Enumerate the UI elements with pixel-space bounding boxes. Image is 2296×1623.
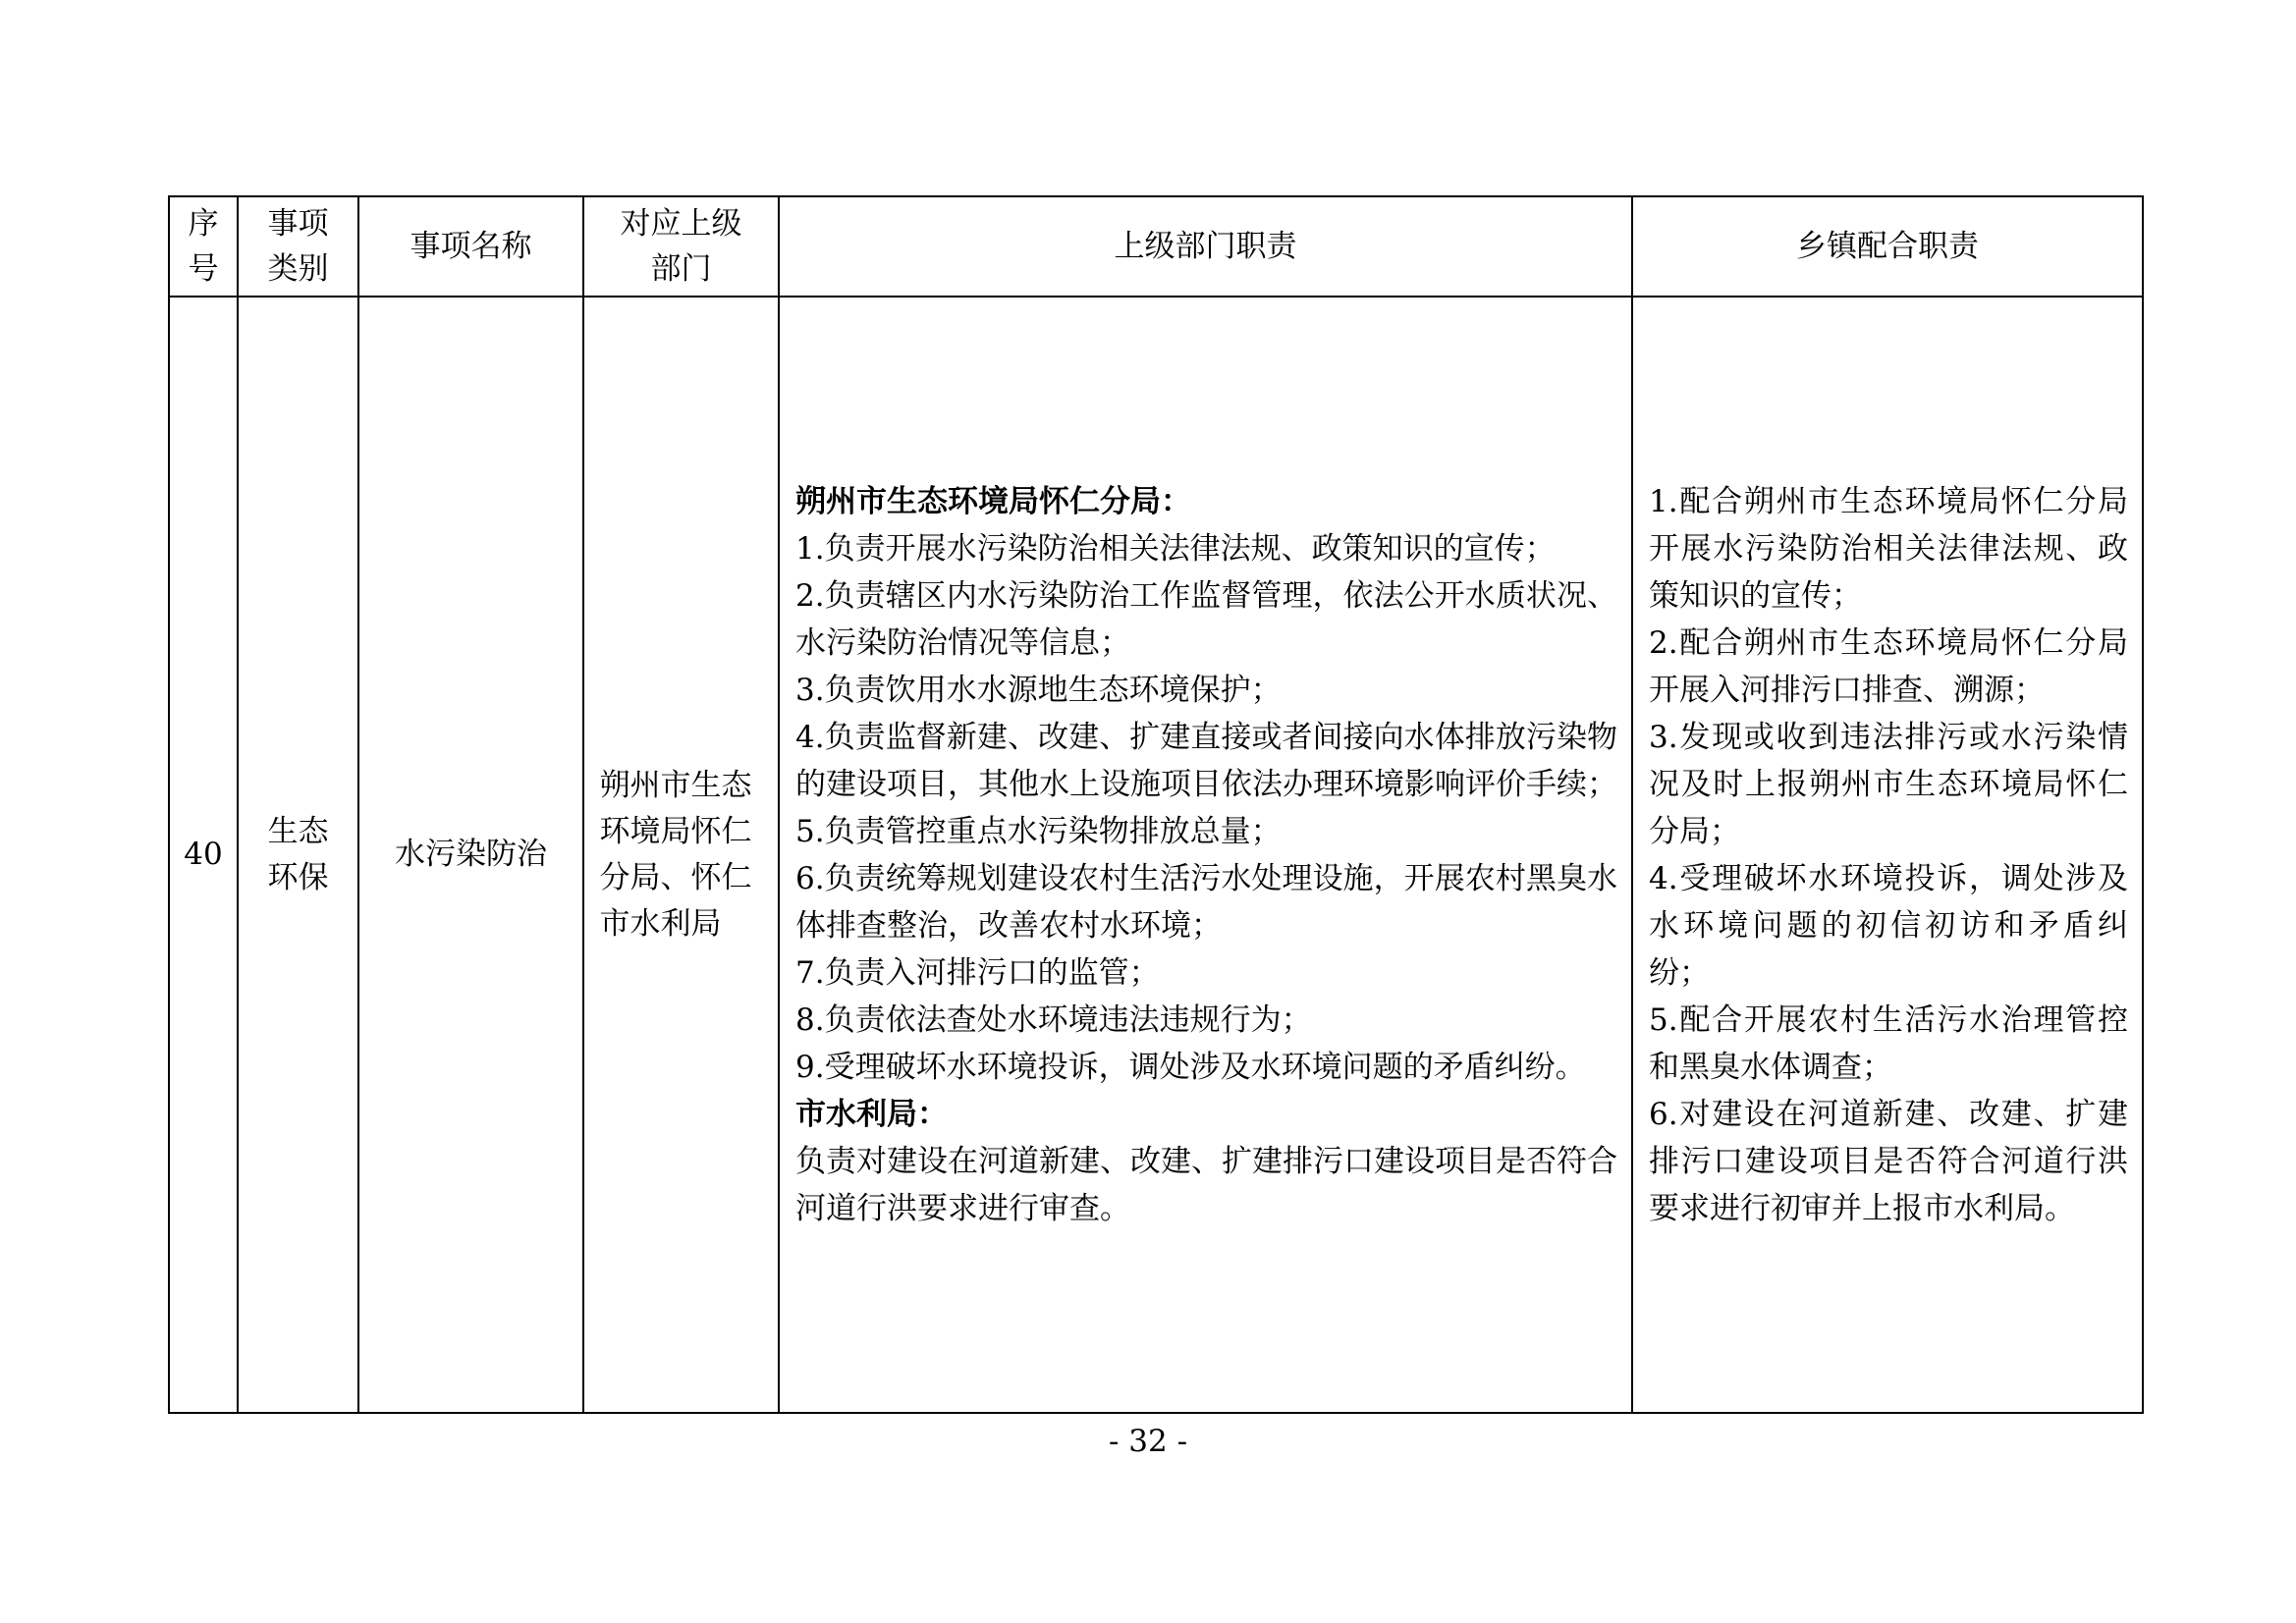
town-duty-item: 5.配合开展农村生活污水治理管控和黑臭水体调查； — [1649, 1001, 2128, 1085]
duty-item: 负责对建设在河道新建、改建、扩建排污口建设项目是否符合河道行洪要求进行审查。 — [795, 1143, 1617, 1226]
town-duty-item: 4.受理破坏水环境投诉，调处涉及水环境问题的初信初访和矛盾纠纷； — [1649, 860, 2128, 991]
header-department: 对应上级部门 — [583, 196, 779, 297]
duty-item: 8.负责依法查处水环境违法违规行为； — [795, 1001, 1312, 1038]
responsibility-table — [168, 195, 2144, 1414]
org-title-eco-bureau: 朔州市生态环境局怀仁分局： — [795, 483, 1191, 519]
cell-index: 40 — [169, 297, 238, 1413]
cell-item-name: 水污染防治 — [358, 297, 583, 1413]
duty-item: 9.受理破坏水环境投诉，调处涉及水环境问题的矛盾纠纷。 — [795, 1049, 1586, 1085]
org-title-water-bureau: 市水利局： — [795, 1096, 948, 1132]
duty-item: 3.负责饮用水水源地生态环境保护； — [795, 672, 1282, 708]
upper-duties-block — [795, 478, 1617, 1232]
cell-department: 朔州市生态环境局怀仁分局、怀仁市水利局 — [583, 297, 779, 1413]
table-header-row — [169, 196, 2143, 297]
duty-item: 5.负责管控重点水污染物排放总量； — [795, 813, 1282, 849]
header-item-name: 事项名称 — [358, 196, 583, 297]
page-number: - 32 - — [1108, 1424, 1188, 1459]
town-duties-block — [1649, 478, 2128, 1232]
duty-item: 2.负责辖区内水污染防治工作监督管理，依法公开水质状况、水污染防治情况等信息； — [795, 577, 1617, 661]
cell-town-duties — [1632, 297, 2143, 1413]
duty-item: 7.负责入河排污口的监管； — [795, 954, 1160, 991]
cell-upper-duties — [779, 297, 1632, 1413]
town-duty-item: 3.发现或收到违法排污或水污染情况及时上报朔州市生态环境局怀仁分局； — [1649, 719, 2128, 849]
header-town-duties: 乡镇配合职责 — [1632, 196, 2143, 297]
duty-item: 1.负责开展水污染防治相关法律法规、政策知识的宣传； — [795, 530, 1556, 567]
duty-item: 4.负责监督新建、改建、扩建直接或者间接向水体排放污染物的建设项目，其他水上设施项目依法办理环境影响评价手续； — [795, 719, 1617, 802]
header-upper-duties: 上级部门职责 — [779, 196, 1632, 297]
table-row — [169, 297, 2143, 1413]
cell-category: 生态环保 — [238, 297, 358, 1413]
header-index: 序号 — [169, 196, 238, 297]
town-duty-item: 6.对建设在河道新建、改建、扩建排污口建设项目是否符合河道行洪要求进行初审并上报市水利局。 — [1649, 1096, 2128, 1226]
town-duty-item: 2.配合朔州市生态环境局怀仁分局开展入河排污口排查、溯源； — [1649, 624, 2128, 708]
town-duty-item: 1.配合朔州市生态环境局怀仁分局开展水污染防治相关法律法规、政策知识的宣传； — [1649, 483, 2128, 614]
header-category: 事项类别 — [238, 196, 358, 297]
duty-item: 6.负责统筹规划建设农村生活污水处理设施，开展农村黑臭水体排查整治，改善农村水环境； — [795, 860, 1617, 944]
